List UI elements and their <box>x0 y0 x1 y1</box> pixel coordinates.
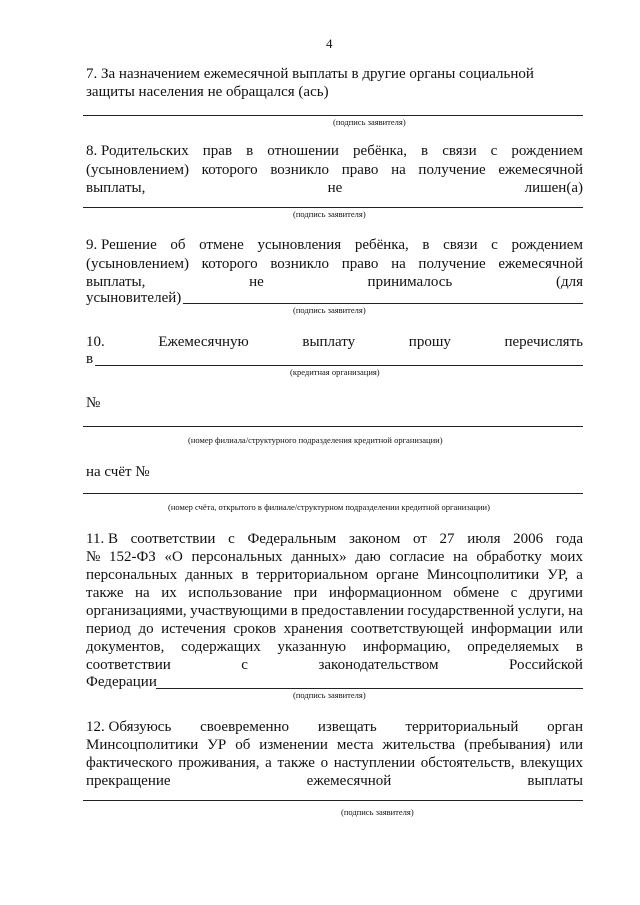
s10-account-line <box>83 493 583 494</box>
word: 9. Решение <box>86 237 157 253</box>
word: связи <box>443 237 478 253</box>
word: Ежемесячную <box>158 334 249 350</box>
s8-caption: (подпись заявителя) <box>293 209 366 219</box>
word: изменении <box>259 737 328 753</box>
word: о <box>320 755 329 771</box>
word: территориальный <box>405 719 519 735</box>
s12-line-3 <box>86 755 583 772</box>
word: фактического <box>86 755 173 771</box>
s7-line-2: защиты населения не обращался (ась) <box>86 84 329 100</box>
s8-signature-line <box>83 207 583 208</box>
s11-line-1 <box>86 531 583 548</box>
word: перечислять <box>504 334 583 350</box>
word: места <box>336 737 374 753</box>
s11-line-9: Федерации <box>86 674 157 690</box>
word: персональных <box>191 549 283 565</box>
word: которого <box>201 162 258 178</box>
word: об <box>170 237 186 253</box>
word: их <box>161 585 177 601</box>
word: 27 <box>439 531 455 547</box>
word: 2006 <box>513 531 544 547</box>
word: прекращение <box>86 773 171 789</box>
word: прав <box>202 143 233 159</box>
word: согласие <box>389 549 445 565</box>
word: обстоятельств, <box>420 755 515 771</box>
word: проживания, <box>178 755 260 771</box>
word: информацию, <box>362 639 451 655</box>
word: органе <box>376 567 419 583</box>
word: с <box>241 657 248 673</box>
word: в <box>246 143 254 159</box>
word: возникло <box>270 256 330 272</box>
s9-caption: (подпись заявителя) <box>293 305 366 315</box>
s10-account-caption: (номер счёта, открытого в филиале/структурном подразделении кредитной организации) <box>168 502 490 512</box>
word: рождением <box>511 143 583 159</box>
word: данных» <box>291 549 347 565</box>
word: информации <box>471 621 552 637</box>
word: выплаты, <box>86 180 146 196</box>
word: Минсоцполитики <box>86 737 199 753</box>
s8-line-1 <box>86 143 583 160</box>
word: в <box>422 237 430 253</box>
word: с <box>490 143 498 159</box>
word: указанную <box>277 639 347 655</box>
s11-line-6 <box>86 621 583 638</box>
word: обмене <box>453 585 500 601</box>
word: в <box>290 603 298 619</box>
word: соответствии <box>86 657 171 673</box>
word: на <box>135 585 150 601</box>
word: ребёнка, <box>353 143 407 159</box>
word: период <box>86 621 131 637</box>
word: персональных <box>86 567 178 583</box>
word: жительства <box>382 737 456 753</box>
word: право <box>341 162 379 178</box>
s10-number-sign: № <box>86 395 101 411</box>
s7-signature-line <box>83 115 583 116</box>
word: в <box>241 567 249 583</box>
word: выплаты, <box>86 274 146 290</box>
word: 8. Родительских <box>86 143 189 159</box>
word: ежемесячной <box>306 773 392 789</box>
word: другими <box>528 585 583 601</box>
word: законом <box>348 531 401 547</box>
word: Федеральным <box>247 531 337 547</box>
s10-line-1 <box>86 334 583 351</box>
s10-branch-caption: (номер филиала/структурного подразделения кредитной организации) <box>188 435 443 445</box>
word: ежемесячной <box>498 162 583 178</box>
word: информационном <box>328 585 442 601</box>
word: возникло <box>270 162 330 178</box>
word: 152-ФЗ <box>108 549 156 565</box>
s10-account-label: на счёт № <box>86 464 150 480</box>
word: на <box>568 603 583 619</box>
word: об <box>235 737 251 753</box>
word: от <box>413 531 427 547</box>
word: (усыновлением) <box>86 256 189 272</box>
word: не <box>249 274 264 290</box>
s9-line-4: усыновителей) <box>86 290 182 306</box>
s12-line-1 <box>86 719 583 736</box>
word: (усыновлением) <box>86 162 189 178</box>
word: с <box>510 585 518 601</box>
word: в <box>575 639 583 655</box>
word: или <box>559 621 583 637</box>
word: сроков <box>233 621 277 637</box>
word: июля <box>467 531 501 547</box>
s9-signature-line <box>183 303 583 304</box>
s11-signature-line <box>156 688 583 689</box>
word: право <box>341 256 379 272</box>
word: истечения <box>161 621 226 637</box>
word: хранения <box>283 621 343 637</box>
s9-line-1 <box>86 237 583 254</box>
word: также <box>86 585 124 601</box>
s10-branch-line <box>83 426 583 427</box>
word: организациями, <box>86 603 187 619</box>
s7-line-1: 7. За назначением ежемесячной выплаты в другие органы социальной <box>86 66 534 82</box>
word: предоставлении <box>301 603 404 619</box>
word: содержащих <box>181 639 261 655</box>
page-number: 4 <box>326 36 333 51</box>
s11-line-7 <box>86 639 583 656</box>
word: территориальном <box>256 567 369 583</box>
s10-bank-caption: (кредитная организация) <box>290 367 380 377</box>
s8-line-3 <box>86 180 583 197</box>
s8-line-2 <box>86 162 583 179</box>
word: 11. В <box>86 531 118 547</box>
word: законодательством <box>318 657 439 673</box>
s12-line-4 <box>86 773 583 790</box>
s12-signature-line <box>83 800 583 801</box>
s12-caption: (подпись заявителя) <box>341 807 414 817</box>
s11-line-8 <box>86 657 583 674</box>
word: определяемых <box>467 639 560 655</box>
word: использование <box>188 585 283 601</box>
word: года <box>555 531 583 547</box>
s10-bank-line <box>95 365 583 366</box>
word: Российской <box>509 657 583 673</box>
s11-caption: (подпись заявителя) <box>293 690 366 700</box>
word: 12. Обязуюсь <box>86 719 172 735</box>
word: на <box>391 256 406 272</box>
word: УР <box>207 737 227 753</box>
s11-line-3 <box>86 567 583 584</box>
word: на <box>453 549 468 565</box>
word: (пребывания) <box>464 737 551 753</box>
s11-line-5 <box>86 603 583 620</box>
word: ежемесячной <box>498 256 583 272</box>
word: лишен(а) <box>524 180 583 196</box>
word: ребёнка, <box>354 237 409 253</box>
word: своевременно <box>200 719 290 735</box>
word: участвующими <box>190 603 288 619</box>
word: рождением <box>511 237 583 253</box>
word: также <box>277 755 315 771</box>
word: принималось <box>367 274 453 290</box>
word: орган <box>547 719 583 735</box>
word: которого <box>201 256 258 272</box>
word: моих <box>550 549 583 565</box>
word: наступлении <box>333 755 416 771</box>
word: № <box>86 549 101 565</box>
s11-line-2 <box>86 549 583 566</box>
word: извещать <box>317 719 377 735</box>
word: получение <box>418 256 486 272</box>
word: прошу <box>408 334 451 350</box>
word: на <box>391 162 406 178</box>
word: а <box>576 567 583 583</box>
word: отмене <box>199 237 244 253</box>
word: связи <box>442 143 477 159</box>
word: обработку <box>476 549 542 565</box>
word: получение <box>418 162 486 178</box>
word: отношении <box>267 143 339 159</box>
word: не <box>327 180 343 196</box>
word: с <box>491 237 498 253</box>
word: при <box>293 585 318 601</box>
word: Минсоцполитики <box>426 567 540 583</box>
word: даю <box>355 549 381 565</box>
word: «О <box>164 549 183 565</box>
s7-caption: (подпись заявителя) <box>333 117 406 127</box>
word: с <box>228 531 235 547</box>
s9-line-3 <box>86 274 583 291</box>
s11-line-4 <box>86 585 583 602</box>
word: соответствии <box>130 531 216 547</box>
word: влекущих <box>520 755 583 771</box>
word: а <box>265 755 272 771</box>
word: (для <box>555 274 583 290</box>
word: УР, <box>547 567 569 583</box>
word: выплаты <box>527 773 583 789</box>
word: до <box>138 621 154 637</box>
word: выплату <box>302 334 356 350</box>
s9-line-2 <box>86 256 583 273</box>
word: государственной <box>407 603 515 619</box>
word: документов, <box>86 639 165 655</box>
word: усыновления <box>257 237 342 253</box>
word: или <box>559 737 583 753</box>
s12-line-2 <box>86 737 583 754</box>
word: данных <box>185 567 234 583</box>
word: в <box>421 143 429 159</box>
word: соответствующей <box>350 621 464 637</box>
word: услуги, <box>517 603 565 619</box>
s10-v: в <box>86 351 94 367</box>
word: 10. <box>86 334 105 350</box>
